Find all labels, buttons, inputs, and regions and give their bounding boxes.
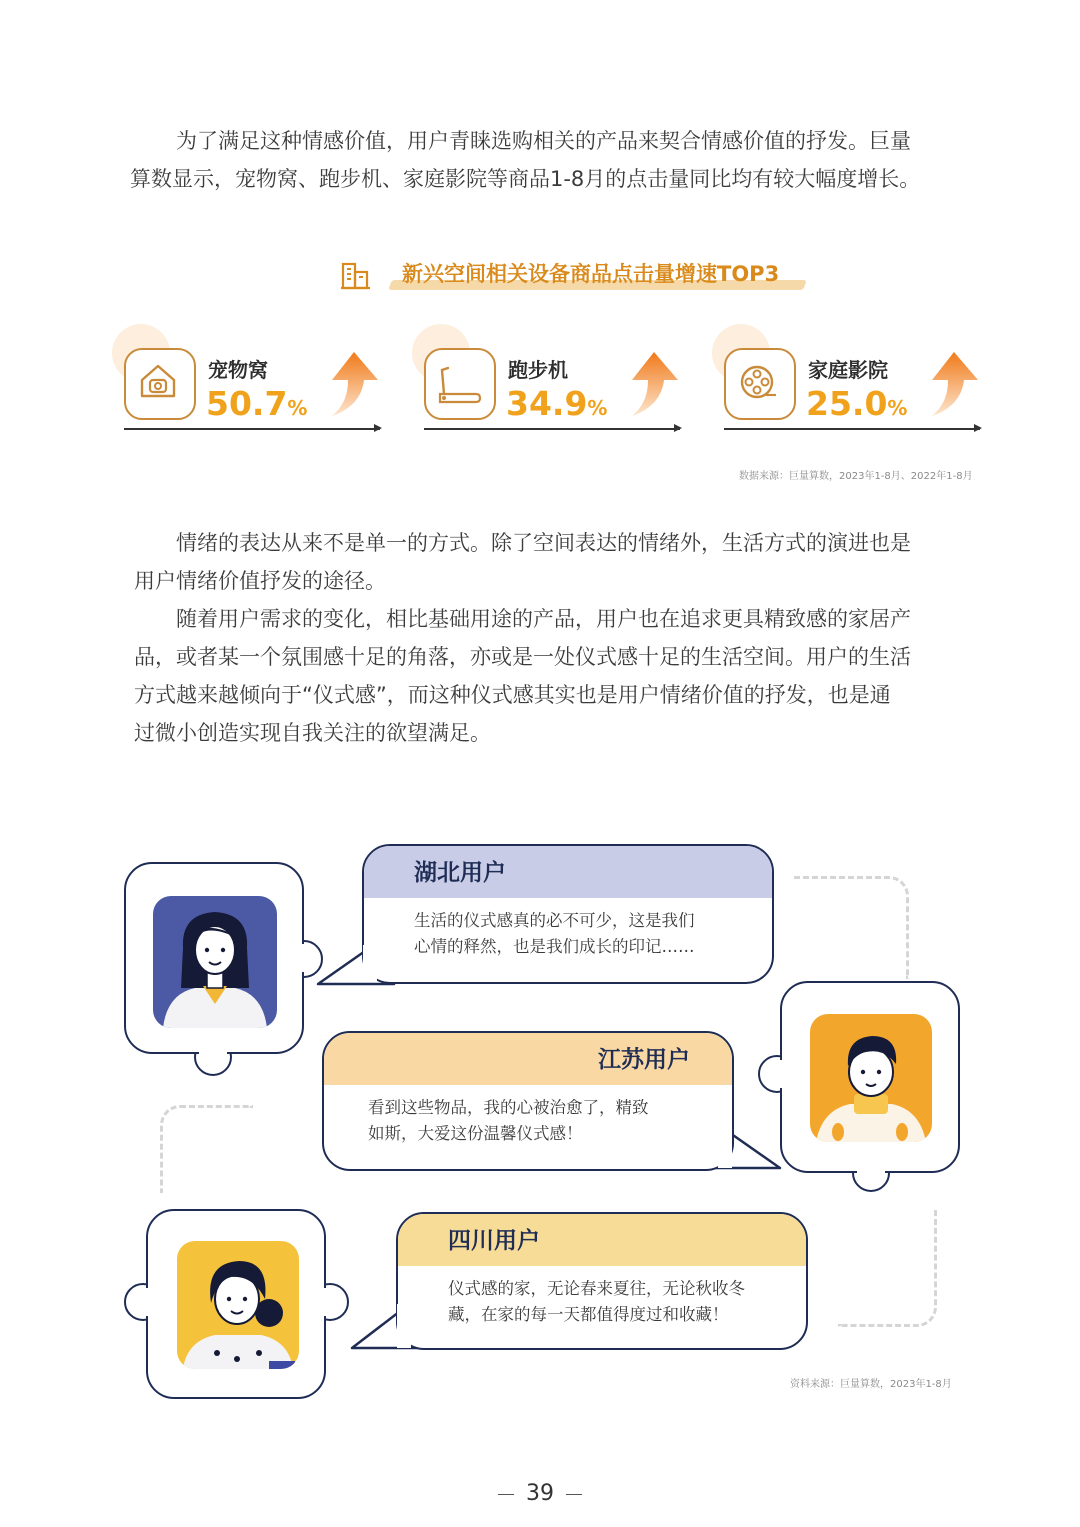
film-reel-icon — [724, 348, 796, 420]
stat-number: 34.9 — [506, 384, 588, 423]
quote-bubble-sichuan — [396, 1212, 808, 1350]
body-line: 用户情绪价值抒发的途径。 — [134, 569, 386, 593]
page-number-dash — [498, 1494, 514, 1495]
avatar-hubei-woman — [153, 896, 277, 1028]
knob-cover — [144, 1288, 154, 1316]
stat-name: 家庭影院 — [808, 358, 888, 382]
stat-unit: % — [587, 396, 608, 420]
body-paragraph-2 — [134, 600, 946, 752]
intro-line: 为了满足这种情感价值，用户青睐选购相关的产品来契合情感价值的抒发。巨量 — [176, 129, 911, 153]
tail-joint — [718, 1128, 732, 1168]
body-line: 品，或者某一个氛围感十足的角落，亦或是一处仪式感十足的生活空间。用户的生活 — [134, 645, 911, 669]
body-line: 过微小创造实现自我关注的欲望满足。 — [134, 721, 491, 745]
stat-unit: % — [287, 396, 308, 420]
section-title-text: 新兴空间相关设备商品点击量增速TOP3 — [402, 262, 780, 286]
building-icon — [340, 258, 372, 290]
intro-line: 算数显示，宠物窝、跑步机、家庭影院等商品1-8月的点击量同比均有较大幅度增长。 — [130, 167, 921, 191]
stat-value — [806, 384, 907, 423]
quote-bubble-jiangsu — [322, 1031, 734, 1171]
tail-joint — [397, 1304, 411, 1348]
quote-line: 看到这些物品，我的心被治愈了，精致 — [368, 1098, 649, 1117]
up-arrow-icon — [928, 350, 980, 420]
treadmill-icon — [424, 348, 496, 420]
page-number-dash — [566, 1494, 582, 1495]
stat-baseline — [424, 428, 680, 430]
page-number-text: 39 — [526, 1481, 554, 1506]
knob-cover — [778, 1060, 788, 1088]
dashed-connector — [794, 876, 909, 979]
stat-value — [206, 384, 307, 423]
quote-user: 四川用户 — [398, 1214, 806, 1266]
section-title — [340, 252, 820, 296]
quote-text — [364, 898, 772, 960]
stat-number: 25.0 — [806, 384, 888, 423]
baseline-arrowhead — [974, 424, 982, 432]
up-arrow-icon — [328, 350, 380, 420]
quote-user: 江苏用户 — [324, 1033, 732, 1085]
tail-joint — [363, 945, 377, 982]
knob-cover — [857, 1164, 885, 1174]
stats-source: 数据来源：巨量算数，2023年1-8月、2022年1-8月 — [739, 471, 973, 482]
quote-line: 藏，在家的每一天都值得度过和收藏！ — [448, 1305, 729, 1324]
baseline-arrowhead — [674, 424, 682, 432]
stat-name: 宠物窝 — [208, 358, 268, 382]
body-paragraph-1 — [134, 524, 946, 600]
quote-bubble-hubei — [362, 844, 774, 984]
stat-card-pet-house — [124, 320, 386, 435]
stat-card-home-theater — [724, 320, 986, 435]
quote-user: 湖北用户 — [364, 846, 772, 898]
quote-text — [324, 1085, 732, 1147]
dashed-connector — [838, 1210, 937, 1327]
avatar-sichuan-woman — [177, 1241, 299, 1369]
stat-name: 跑步机 — [508, 358, 568, 382]
avatar-jiangsu-man — [810, 1014, 932, 1142]
stat-card-treadmill — [424, 320, 686, 435]
baseline-arrowhead — [374, 424, 382, 432]
quote-line: 仪式感的家，无论春来夏往，无论秋收冬 — [448, 1279, 745, 1298]
stat-unit: % — [887, 396, 908, 420]
stat-baseline — [724, 428, 980, 430]
body-line: 随着用户需求的变化，相比基础用途的产品，用户也在追求更具精致感的家居产 — [176, 607, 911, 631]
quote-line: 如斯，大爱这份温馨仪式感！ — [368, 1124, 583, 1143]
quotes-source: 资料来源：巨量算数，2023年1-8月 — [790, 1379, 952, 1390]
knob-cover — [199, 1046, 227, 1056]
knob-cover — [318, 1288, 328, 1316]
page-number — [0, 1481, 1080, 1506]
knob-cover — [297, 944, 307, 972]
intro-paragraph — [130, 122, 946, 198]
stat-value — [506, 384, 607, 423]
quote-text — [398, 1266, 806, 1328]
stat-number: 50.7 — [206, 384, 288, 423]
quote-line: 生活的仪式感真的必不可少，这是我们 — [414, 911, 695, 930]
stat-baseline — [124, 428, 380, 430]
body-line: 方式越来越倾向于“仪式感”，而这种仪式感其实也是用户情绪价值的抒发，也是通 — [134, 683, 891, 707]
pet-house-icon — [124, 348, 196, 420]
up-arrow-icon — [628, 350, 680, 420]
body-line: 情绪的表达从来不是单一的方式。除了空间表达的情绪外，生活方式的演进也是 — [176, 531, 911, 555]
quote-line: 心情的释然，也是我们成长的印记…… — [414, 937, 695, 956]
dashed-connector — [160, 1105, 253, 1193]
